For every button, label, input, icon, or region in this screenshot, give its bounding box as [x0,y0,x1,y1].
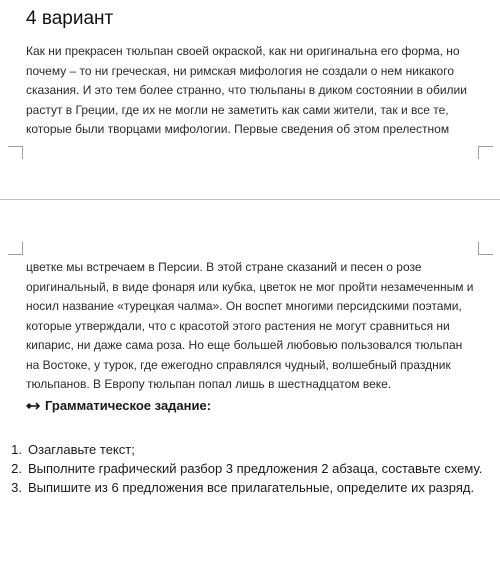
list-item [0,479,490,496]
list-item-number: 1. [11,442,22,457]
paragraph-1: Как ни прекрасен тюльпан своей окраской, как ни оригинальна его форма, но почему – то ни греческая, ни римская мифология не создали о нем никакого сказания. И это тем более странно, что тюльпаны в диком состоянии в обилии растут в Греции, где их не могли не заметить как сами жители, так и все те, которые были творцами мифологии. Первые сведения об этом прелестном [26,44,467,136]
paragraph-2: цветке мы встречаем в Персии. В этой стране сказаний и песен о розе оригинальный, в виде фонаря или кубка, цветок не мог пройти незамеченным и носил название «турецкая чалма». Он воспет многими персидскими поэтами, которые утверждали, что с красотой этого растения не могут сравниться ни кипарис, ни даже сама роза. Но еще большей любовью пользовался тюльпан на Востоке, у турок, где ежегодно справлялся чудный, волшебный праздник тюльпанов. В Европу тюльпан попал лишь в шестнадцатом веке. [26,260,474,391]
page-corner-mark [478,242,493,255]
page-corner-mark [8,242,23,255]
page-corner-mark [478,146,493,159]
grammar-heading [26,398,211,413]
task-list [0,441,490,498]
grammar-heading-label: Грамматическое задание: [45,398,212,413]
arrow-diamond-icon [26,401,40,411]
page-corner-mark [8,146,23,159]
list-item-number: 3. [11,480,22,495]
list-item-number: 2. [11,461,22,476]
list-item-text: Озаглавьте текст; [28,442,135,457]
list-item [0,441,490,458]
list-item [0,460,490,477]
list-item-text: Выполните графический разбор 3 предложения 2 абзаца, составьте схему. [28,461,483,476]
page-title: 4 вариант [26,8,114,29]
page-break-divider [0,199,500,200]
list-item-text: Выпишите из 6 предложения все прилагательные, определите их разряд. [28,480,475,495]
